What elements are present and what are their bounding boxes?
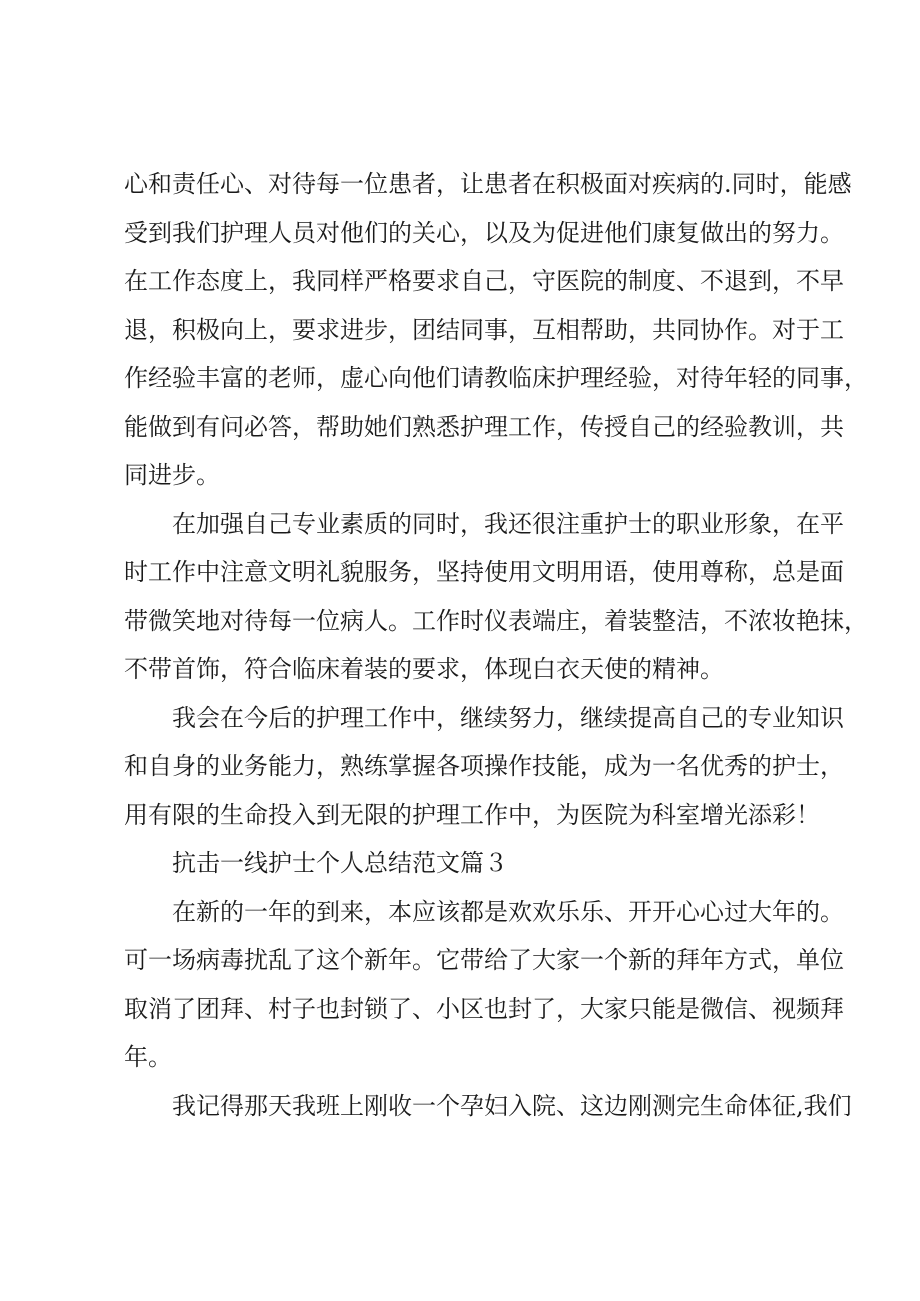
text-line: 取消了团拜、村子也封锁了、小区也封了，大家只能是微信、视频拜: [124, 994, 844, 1023]
paragraph-start-line: 我会在今后的护理工作中，继续努力，继续提高自己的专业知识: [124, 703, 844, 732]
paragraph-start-line: 在加强自己专业素质的同时，我还很注重护士的职业形象，在平: [124, 509, 844, 538]
paragraph-start-line: 在新的一年的到来，本应该都是欢欢乐乐、开开心心过大年的。: [124, 897, 844, 926]
text-line: 年。: [124, 1043, 172, 1071]
text-line: 用有限的生命投入到无限的护理工作中，为医院为科室增光添彩！: [124, 800, 820, 829]
text-line: 时工作中注意文明礼貌服务，坚持使用文明用语，使用尊称，总是面: [124, 558, 844, 586]
text-line: 可一场病毒扰乱了这个新年。它带给了大家一个新的拜年方式，单位: [124, 946, 844, 974]
text-line: 作经验丰富的老师，虚心向他们请教临床护理经验，对待年轻的同事，: [124, 364, 868, 392]
text-line: 心和责任心、对待每一位患者，让患者在积极面对疾病的.同时，能感: [124, 170, 852, 198]
text-line: 退，积极向上，要求进步，团结同事，互相帮助，共同协作。对于工: [124, 315, 844, 344]
text-line: 不带首饰，符合临床着装的要求，体现白衣天使的精神。: [124, 655, 724, 683]
text-line: 受到我们护理人员对他们的关心，以及为促进他们康复做出的努力。: [124, 218, 844, 247]
text-line: 同进步。: [124, 461, 220, 489]
text-line: 带微笑地对待每一位病人。工作时仪表端庄，着装整洁，不浓妆艳抹，: [124, 606, 868, 635]
body-text: [124, 160, 868, 1130]
text-line: 能做到有问必答，帮助她们熟悉护理工作，传授自己的经验教训，共: [124, 412, 844, 441]
text-line: 和自身的业务能力，熟练掌握各项操作技能，成为一名优秀的护士，: [124, 752, 844, 780]
paragraph-start-line: 我记得那天我班上刚收一个孕妇入院、这边刚测完生命体征,我们: [124, 1091, 852, 1120]
text-line: 在工作态度上，我同样严格要求自己，守医院的制度、不退到，不早: [124, 267, 844, 295]
section-heading: 抗击一线护士个人总结范文篇３: [124, 849, 508, 877]
